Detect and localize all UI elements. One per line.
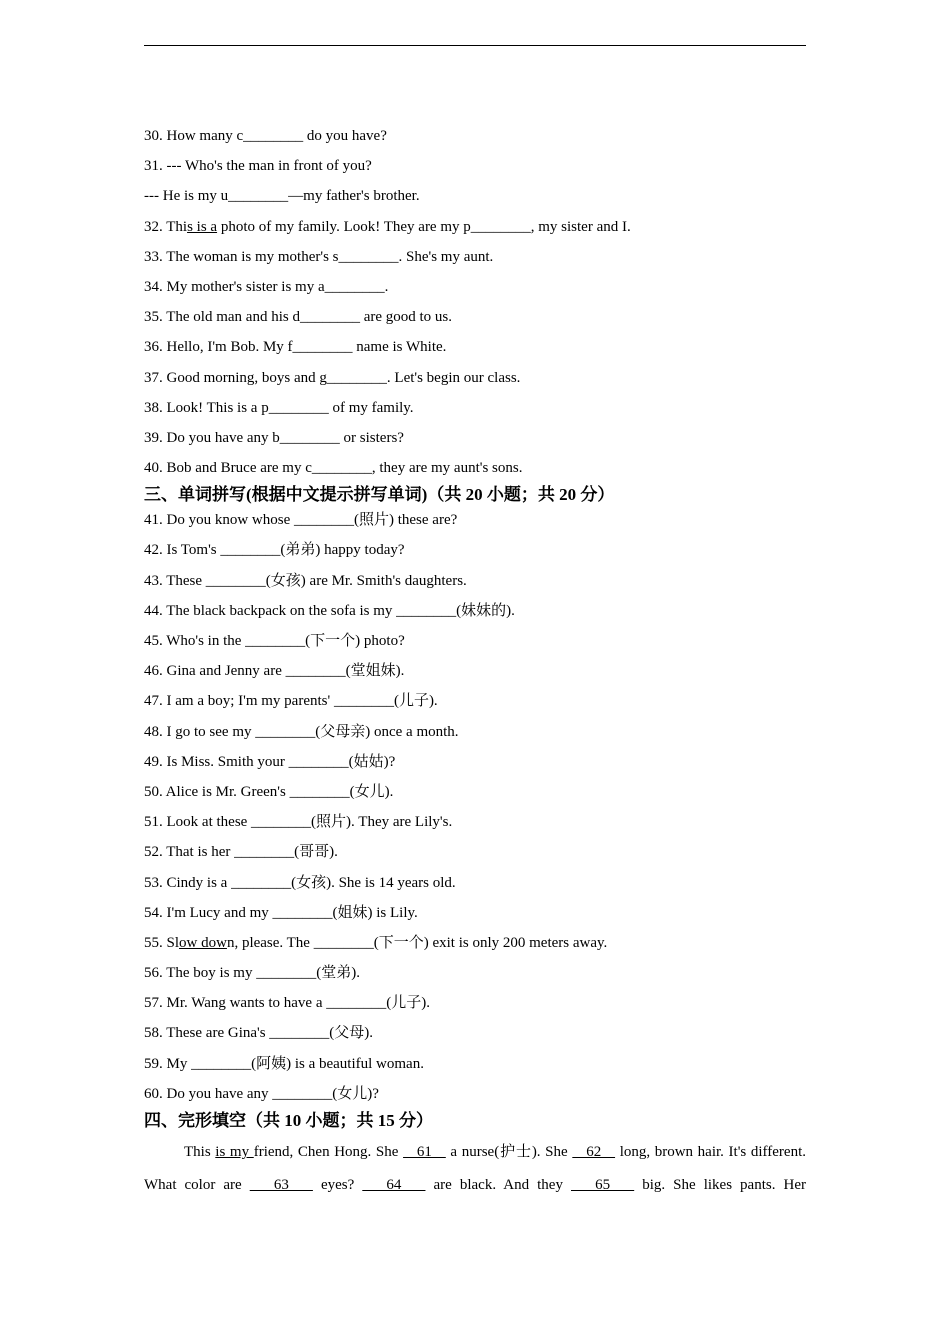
question-30: 30. How many c________ do you have? bbox=[144, 128, 387, 144]
question-57: 57. Mr. Wang wants to have a ________(儿子). bbox=[144, 995, 430, 1012]
underlined-text: ow dow bbox=[179, 934, 227, 951]
question-34: 34. My mother's sister is my a________. bbox=[144, 278, 389, 295]
question-31: 31. --- Who's the man in front of you? bbox=[144, 158, 372, 175]
question-59: 59. My ________(阿姨) is a beautiful woman. bbox=[144, 1055, 424, 1072]
section4-heading: 四、完形填空（共 10 小题；共 15 分） bbox=[144, 1111, 433, 1130]
question-47: 47. I am a boy; I'm my parents' ________(儿子). bbox=[144, 693, 438, 710]
question-45: 45. Who's in the ________(下一个) photo? bbox=[144, 633, 405, 649]
question-32: 32. This is a photo of my family. Look! They are my p________, my sister and I. bbox=[144, 218, 631, 235]
question-49: 49. Is Miss. Smith your ________(姑姑)? bbox=[144, 753, 396, 770]
section3-heading: 三、单词拼写(根据中文提示拼写单词)（共 20 小题；共 20 分） bbox=[144, 485, 615, 505]
question-33: 33. The woman is my mother's s________. She's my aunt. bbox=[144, 248, 494, 265]
question-35: 35. The old man and his d________ are good to us. bbox=[144, 309, 453, 326]
question-43: 43. These ________(女孩) are Mr. Smith's daughters. bbox=[144, 572, 467, 589]
question-58: 58. These are Gina's ________(父母). bbox=[144, 1025, 374, 1042]
question-39: 39. Do you have any b________ or sisters? bbox=[144, 429, 404, 446]
blank-64: 64 bbox=[362, 1177, 426, 1193]
question-48: 48. I go to see my ________(父母亲) once a month. bbox=[144, 723, 459, 740]
question-41: 41. Do you know whose ________(照片) these are? bbox=[144, 512, 458, 529]
blank-61: 61 bbox=[403, 1144, 446, 1160]
underlined-text: s is a bbox=[187, 218, 218, 235]
question-50: 50. Alice is Mr. Green's ________(女儿). bbox=[144, 783, 394, 800]
document-body bbox=[144, 124, 806, 1202]
underlined-text: is my bbox=[215, 1144, 254, 1160]
blank-62: 62 bbox=[572, 1144, 616, 1160]
question-46: 46. Gina and Jenny are ________(堂姐妹). bbox=[144, 663, 405, 680]
question-42: 42. Is Tom's ________(弟弟) happy today? bbox=[144, 542, 405, 559]
question-40: 40. Bob and Bruce are my c________, they are my aunt's sons. bbox=[144, 460, 523, 477]
question-60: 60. Do you have any ________(女儿)? bbox=[144, 1085, 379, 1102]
cloze-passage: This is my friend, Chen Hong. She 61 a nurse(护士). She 62 long, brown hair. It's different. What color are 63 eyes? 64 are black. And they 65 big. She likes pants. Her bbox=[144, 1144, 806, 1193]
blank-65: 65 bbox=[571, 1177, 635, 1193]
question-51: 51. Look at these ________(照片). They are Lily's. bbox=[144, 814, 453, 831]
question-37: 37. Good morning, boys and g________. Let's begin our class. bbox=[144, 369, 521, 386]
question-56: 56. The boy is my ________(堂弟). bbox=[144, 965, 360, 982]
question-38: 38. Look! This is a p________ of my family. bbox=[144, 399, 414, 416]
question-53: 53. Cindy is a ________(女孩). She is 14 years old. bbox=[144, 874, 456, 891]
question-55: 55. Slow down, please. The ________(下一个) exit is only 200 meters away. bbox=[144, 934, 608, 951]
question-44: 44. The black backpack on the sofa is my ________(妹妹的). bbox=[144, 602, 515, 619]
blank-63: 63 bbox=[249, 1177, 313, 1193]
question-31-answer: --- He is my u________—my father's brother. bbox=[144, 188, 420, 205]
question-54: 54. I'm Lucy and my ________(姐妹) is Lily. bbox=[144, 904, 418, 921]
question-52: 52. That is her ________(哥哥). bbox=[144, 844, 338, 861]
header-rule bbox=[144, 45, 806, 46]
section3-list bbox=[144, 508, 806, 1112]
question-36: 36. Hello, I'm Bob. My f________ name is White. bbox=[144, 339, 447, 356]
section2-list bbox=[144, 124, 806, 486]
